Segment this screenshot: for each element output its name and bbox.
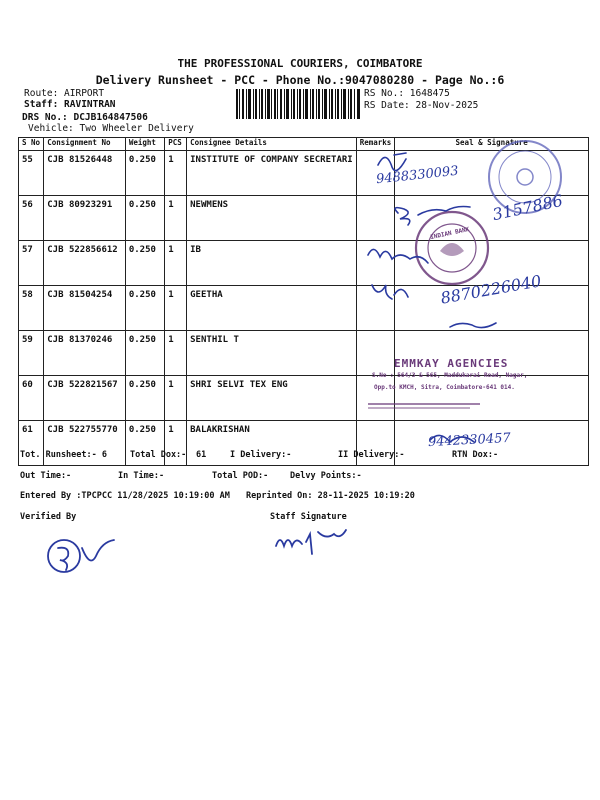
cell-consignment: CJB 522821567 <box>44 376 126 421</box>
col-weight: Weight <box>125 138 164 151</box>
emmkay-stamp-address-2: Opp.to KMCH, Sitra, Coimbatore-641 014. <box>374 384 515 391</box>
drs-label: DRS No.: DCJB164847506 <box>22 112 148 123</box>
staff-label: Staff: RAVINTRAN <box>24 99 116 110</box>
cell-consignee: IB <box>187 241 357 286</box>
handwritten-phone-1: 9488330093 <box>375 163 460 188</box>
i-delivery-label: I Delivery:- <box>230 450 292 460</box>
cell-pcs: 1 <box>165 331 187 376</box>
cell-consignee: BALAKRISHAN <box>187 421 357 466</box>
handwritten-phone-3: 8870226040 <box>439 271 543 308</box>
in-time-label: In Time:- <box>118 471 165 481</box>
total-pod-label: Total POD:- <box>212 471 269 481</box>
route-label: Route: AIRPORT <box>24 88 105 99</box>
cell-consignment: CJB 81370246 <box>44 331 126 376</box>
cell-consignment: CJB 522755770 <box>44 421 126 466</box>
cell-consignment: CJB 522856612 <box>44 241 126 286</box>
cell-weight: 0.250 <box>125 376 164 421</box>
col-signature: Seal & Signature <box>395 138 589 151</box>
emmkay-stamp <box>368 404 480 408</box>
delvy-points-label: Delvy Points:- <box>290 471 362 481</box>
cell-sno: 58 <box>19 286 44 331</box>
rs-number: RS No.: 1648475 <box>364 88 450 99</box>
runsheet-subtitle: Delivery Runsheet - PCC - Phone No.:9047080280 - Page No.:6 <box>95 73 505 87</box>
cell-sno: 55 <box>19 151 44 196</box>
col-remarks: Remarks <box>356 138 395 151</box>
entered-by: Entered By :TPCPCC 11/28/2025 10:19:00 AM <box>20 491 230 501</box>
cell-pcs: 1 <box>165 286 187 331</box>
cell-consignee: GEETHA <box>187 286 357 331</box>
cell-consignment: CJB 81504254 <box>44 286 126 331</box>
col-sno: S No <box>19 138 44 151</box>
rs-date: RS Date: 28-Nov-2025 <box>364 100 479 111</box>
cell-pcs: 1 <box>165 376 187 421</box>
cell-weight: 0.250 <box>125 286 164 331</box>
col-consignment: Consignment No <box>44 138 126 151</box>
company-title: THE PROFESSIONAL COURIERS, COIMBATORE <box>177 57 423 70</box>
cell-weight: 0.250 <box>125 241 164 286</box>
barcode <box>236 89 360 119</box>
ii-delivery-label: II Delivery:- <box>338 450 405 460</box>
cell-weight: 0.250 <box>125 196 164 241</box>
staff-signature-label: Staff Signature <box>270 512 347 522</box>
cell-consignee: SHRI SELVI TEX ENG <box>187 376 357 421</box>
handwritten-phone-4: 9442330457 <box>427 430 512 451</box>
cell-weight: 0.250 <box>125 421 164 466</box>
cell-consignee: INSTITUTE OF COMPANY SECRETARI <box>187 151 357 196</box>
tot-runsheet: Tot. Runsheet:- 6 <box>20 450 107 460</box>
cell-sno: 56 <box>19 196 44 241</box>
vehicle-label: Vehicle: Two Wheeler Delivery <box>28 123 194 134</box>
handwritten-phone-2: 3157886 <box>490 190 565 225</box>
cell-sno: 61 <box>19 421 44 466</box>
rtn-dox-label: RTN Dox:- <box>452 450 499 460</box>
cell-consignee: SENTHIL T <box>187 331 357 376</box>
total-dox-value: 61 <box>196 450 207 460</box>
staff-signature-scribble <box>272 524 352 558</box>
verifier-signature <box>40 530 120 580</box>
col-pcs: PCS <box>165 138 187 151</box>
verified-by-label: Verified By <box>20 512 77 522</box>
bank-stamp-text: INDIAN BANK <box>429 225 471 242</box>
cell-pcs: 1 <box>165 196 187 241</box>
emmkay-stamp-name: EMMKAY AGENCIES <box>394 357 509 370</box>
cell-sno: 60 <box>19 376 44 421</box>
total-dox-label: Total Dox:- <box>130 450 187 460</box>
cell-weight: 0.250 <box>125 331 164 376</box>
emmkay-stamp-address-1: S.No : 564/3 & 565, Maddukarai Road, Nagar, <box>372 372 528 379</box>
cell-pcs: 1 <box>165 151 187 196</box>
cell-pcs: 1 <box>165 421 187 466</box>
cell-sno: 59 <box>19 331 44 376</box>
cell-pcs: 1 <box>165 241 187 286</box>
cell-weight: 0.250 <box>125 151 164 196</box>
cell-consignment: CJB 81526448 <box>44 151 126 196</box>
reprinted-on: Reprinted On: 28-11-2025 10:19:20 <box>246 491 415 501</box>
cell-consignment: CJB 80923291 <box>44 196 126 241</box>
indian-bank-seal-stamp <box>416 212 488 284</box>
cell-consignee: NEWMENS <box>187 196 357 241</box>
out-time-label: Out Time:- <box>20 471 72 481</box>
col-consignee: Consignee Details <box>187 138 357 151</box>
cell-sno: 57 <box>19 241 44 286</box>
